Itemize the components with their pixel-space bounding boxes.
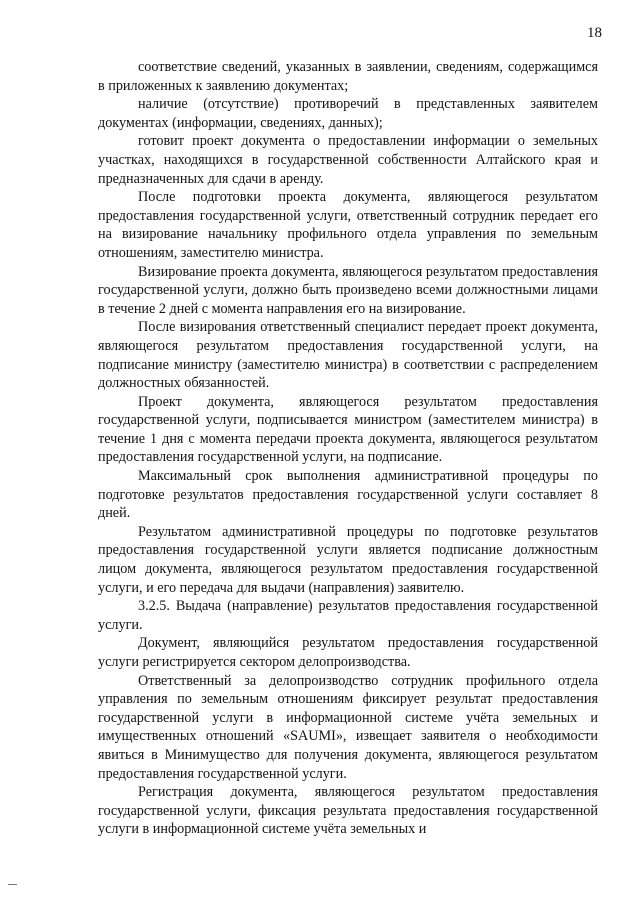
paragraph-prepare-draft: готовит проект документа о предоставлении информации о земельных участках, находящихся в государственной собственности Алтайского края и предназначенных для сдачи в аренду.	[98, 133, 598, 187]
paragraph-signing: Проект документа, являющегося результатом предоставления государственной услуги, подписывается министром (заместителем министра) в течение 1 дня с момента передачи проекта документа, являющегося результатом предоставления государственной услуги, на подписание.	[98, 393, 598, 466]
paragraph-compliance-check: соответствие сведений, указанных в заявлении, сведениям, содержащимся в приложенных к заявлению документах;	[98, 59, 598, 94]
paragraph-saumi-record: Ответственный за делопроизводство сотрудник профильного отдела управления по земельным отношениям фиксирует результат предоставления государственной услуги в информационной системе учёта земельных и имущественных отношений «SAUMI», извещает заявителя о необходимости явиться в Минимущество для получения документа, являющегося результатом предоставления государственной услуги.	[98, 672, 598, 782]
paragraph-visa-term: Визирование проекта документа, являющегося результатом предоставления государственной услуги, должно быть произведено всеми должностными лицами в течение 2 дней с момента направления его на визирование.	[98, 263, 598, 317]
section-heading-3-2-5: 3.2.5. Выдача (направление) результатов предоставления государственной услуги.	[98, 598, 598, 633]
document-body	[98, 58, 598, 839]
paragraph-procedure-result: Результатом административной процедуры по подготовке результатов предоставления государственной услуги является подписание должностным лицом документа, являющегося результатом предоставления государственной услуги, и его передача для выдачи (направления) заявителю.	[98, 523, 598, 596]
paragraph-after-draft: После подготовки проекта документа, являющегося результатом предоставления государственной услуги, ответственный сотрудник передает его на визирование начальнику профильного отдела управления по земельным отношениям, заместителю министра.	[98, 189, 598, 261]
paragraph-contradictions-check: наличие (отсутствие) противоречий в представленных заявителем документах (информации, сведениях, данных);	[98, 96, 598, 131]
paragraph-max-term: Максимальный срок выполнения административной процедуры по подготовке результатов предоставления государственной услуги составляет 8 дней.	[98, 468, 598, 522]
paragraph-registration-sector: Документ, являющийся результатом предоставления государственной услуги регистрируется сектором делопроизводства.	[98, 635, 598, 670]
paragraph-after-visa: После визирования ответственный специалист передает проект документа, являющегося результатом предоставления государственной услуги, на подписание министру (заместителю министра) в соответствии с распределением должностных обязанностей.	[98, 319, 598, 392]
scan-edge-mark	[8, 884, 17, 885]
page-number: 18	[587, 25, 602, 41]
paragraph-registration-fixation: Регистрация документа, являющегося результатом предоставления государственной услуги, фиксация результата предоставления государственной услуги в информационной системе учёта земельных и	[98, 784, 598, 838]
